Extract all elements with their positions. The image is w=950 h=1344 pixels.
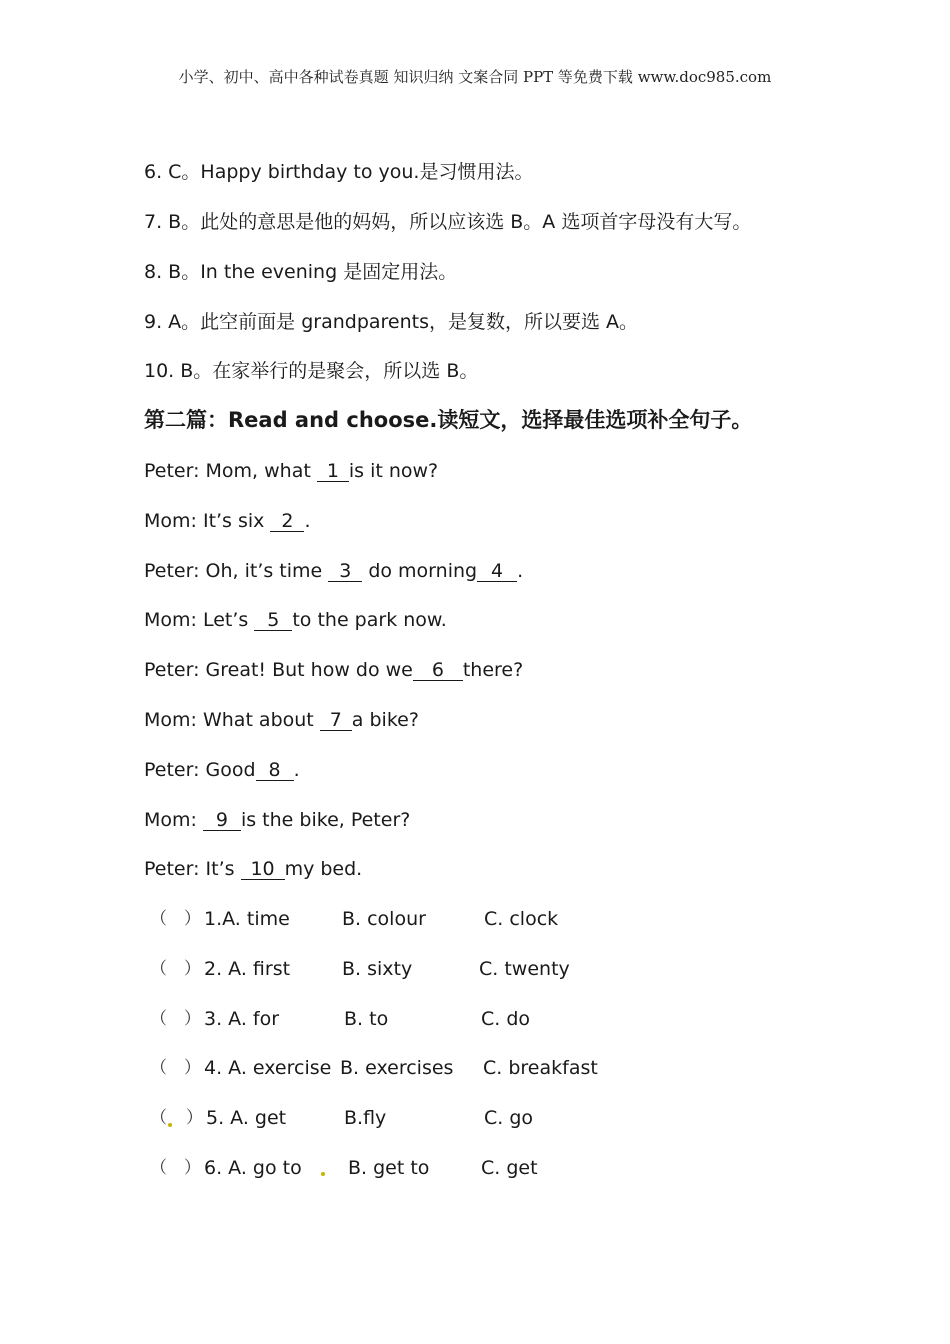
dialogue-text: a bike? [351,709,419,731]
section-title: 第二篇：Read and choose.读短文，选择最佳选项补全句子。 [144,408,753,432]
blank-7: 7 [320,710,352,731]
answer-line-8: 8. B。In the evening 是固定用法。 [144,261,458,283]
answer-paren-open: （ [150,1058,167,1078]
answer-paren-close: ） [184,1158,201,1178]
answer-paren-close: ） [184,909,201,929]
blank-4: 4 [477,561,517,582]
option-a: 2. A. first [204,958,291,980]
dialogue-line [144,608,447,632]
option-a: 4. A. exercise [204,1057,332,1079]
answer-paren-close: ） [184,1058,201,1078]
dialogue-text: is the bike, Peter? [240,809,411,831]
blank-1: 1 [317,461,349,482]
stray-dot [168,1123,172,1127]
dialogue-text: there? [462,659,524,681]
blank-6: 6 [413,660,463,681]
answer-line-9: 9. A。此空前面是 grandparents，是复数，所以要选 A。 [144,311,639,333]
dialogue-text: . [304,510,311,532]
dialogue-text: my bed. [284,858,363,880]
dialogue-line [144,459,438,483]
dialogue-line [144,708,419,732]
option-b: B. colour [342,908,426,930]
dialogue-text: to the park now. [292,609,447,631]
option-c: C. twenty [479,958,570,980]
dialogue-text: do morning [362,560,478,582]
answer-paren-close: ） [184,1009,201,1029]
dialogue-text: Peter: Oh, it’s time [144,560,329,582]
dialogue-text: Mom: It’s six [144,510,271,532]
dialogue-text: Peter: It’s [144,858,241,880]
answer-paren-close: ） [186,1108,203,1128]
option-c: C. clock [484,908,559,930]
option-b: B.fly [344,1107,387,1129]
answer-line-7: 7. B。此处的意思是他的妈妈，所以应该选 B。A 选项首字母没有大写。 [144,211,752,233]
option-b: B. get to [348,1157,430,1179]
blank-2: 2 [270,511,304,532]
dialogue-text: is it now? [348,460,439,482]
dialogue-line [144,857,362,881]
dialogue-line [144,808,410,832]
dialogue-text: Mom: What about [144,709,320,731]
answer-paren-open: （ [150,1108,167,1128]
answer-paren-open: （ [150,909,167,929]
page-header: 小学、初中、高中各种试卷真题 知识归纳 文案合同 PPT 等免费下载 www.doc985.com [178,68,772,86]
dialogue-line [144,758,300,782]
option-b: B. to [344,1008,389,1030]
answer-line-10: 10. B。在家举行的是聚会，所以选 B。 [144,360,479,382]
option-b: B. sixty [342,958,413,980]
dialogue-text: Mom: Let’s [144,609,255,631]
answer-paren-close: ） [184,959,201,979]
option-a: 1.A. time [204,908,290,930]
answer-paren-open: （ [150,1158,167,1178]
dialogue-text: Peter: Good [144,759,256,781]
option-a: 6. A. go to [204,1157,302,1179]
dialogue-text: Mom: [144,809,203,831]
blank-9: 9 [203,810,241,831]
answer-paren-open: （ [150,959,167,979]
option-a: 3. A. for [204,1008,280,1030]
option-c: C. go [484,1107,534,1129]
option-c: C. get [481,1157,538,1179]
dialogue-line [144,509,311,533]
dialogue-line [144,658,523,682]
blank-3: 3 [328,561,362,582]
answer-line-6: 6. C。Happy birthday to you.是习惯用法。 [144,161,534,183]
blank-5: 5 [254,610,292,631]
option-a: 5. A. get [206,1107,287,1129]
dialogue-text: Peter: Mom, what [144,460,317,482]
answer-paren-open: （ [150,1009,167,1029]
blank-8: 8 [256,760,294,781]
stray-dot [321,1172,325,1176]
dialogue-text: . [517,560,524,582]
option-c: C. breakfast [483,1057,598,1079]
dialogue-line [144,559,523,583]
dialogue-text: Peter: Great! But how do we [144,659,413,681]
option-b: B. exercises [340,1057,454,1079]
blank-10: 10 [241,859,285,880]
dialogue-text: . [293,759,300,781]
option-c: C. do [481,1008,531,1030]
